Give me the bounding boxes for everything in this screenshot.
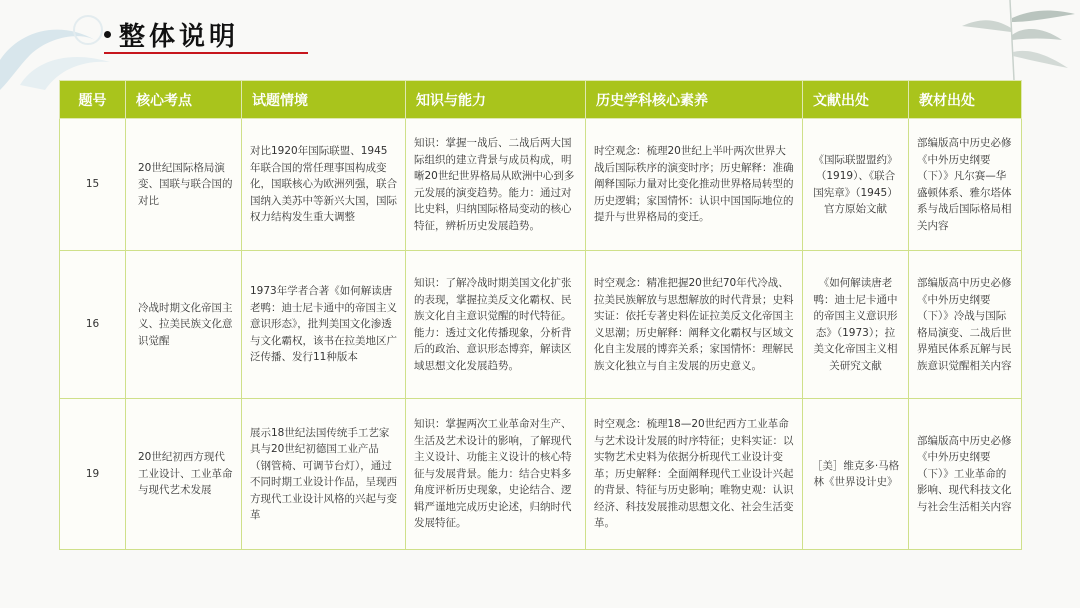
cell-context: 对比1920年国际联盟、1945年联合国的常任理事国构成变化，国联核心为欧洲列强，联合国纳入美苏中等新兴大国，国际权力结构发生重大调整 (242, 119, 406, 251)
cell-core-point: 20世纪初西方现代工业设计、工业革命与现代艺术发展 (126, 399, 242, 550)
table-header-row (60, 81, 1022, 119)
cell-question-no: 15 (60, 119, 126, 251)
cell-literacy: 时空观念：梳理18—20世纪西方工业革命与艺术设计发展的时序特征；史料实证：以实物艺术史料为依据分析现代工业设计变革；历史解释：全面阐释现代工业设计兴起的背景、特征与历史影响；唯物史观：认识经济、科技发展推动思想文化、社会生活变革。 (586, 399, 803, 550)
header-textbook: 教材出处 (909, 81, 1022, 119)
header-knowledge: 知识与能力 (406, 81, 586, 119)
header-core-point: 核心考点 (126, 81, 242, 119)
cell-knowledge: 知识：掌握一战后、二战后两大国际组织的建立背景与成员构成，明晰20世纪世界格局从欧洲中心到多元发展的演变趋势。能力：通过对比史料，归纳国际格局变动的核心特征，辨析历史发展趋势。 (406, 119, 586, 251)
cell-core-point: 20世纪国际格局演变、国联与联合国的对比 (126, 119, 242, 251)
cell-context: 1973年学者合著《如何解读唐老鸭：迪士尼卡通中的帝国主义意识形态》，批判美国文化渗透与文化霸权，该书在拉美地区广泛传播、发行11种版本 (242, 251, 406, 399)
table-row (60, 399, 1022, 550)
page-title: 整体说明 (119, 21, 240, 52)
cell-knowledge: 知识：了解冷战时期美国文化扩张的表现，掌握拉美反文化霸权、民族文化自主意识觉醒的时代特征。能力：透过文化传播现象，分析背后的政治、意识形态博弈，解读区域思想文化发展趋势。 (406, 251, 586, 399)
cell-question-no: 19 (60, 399, 126, 550)
header-context: 试题情境 (242, 81, 406, 119)
title-block (104, 14, 239, 54)
header-literacy: 历史学科核心素养 (586, 81, 803, 119)
overview-table (59, 80, 1022, 550)
header-question-no: 题号 (60, 81, 126, 119)
cell-literature: 《如何解读唐老鸭：迪士尼卡通中的帝国主义意识形态》（1973）；拉美文化帝国主义相关研究文献 (803, 251, 909, 399)
cell-textbook: 部编版高中历史必修《中外历史纲要（下）》冷战与国际格局演变、二战后世界殖民体系瓦解与民族意识觉醒相关内容 (909, 251, 1022, 399)
bamboo-leaves-decoration (950, 0, 1080, 80)
title-underline (104, 52, 308, 54)
table-row (60, 251, 1022, 399)
cell-context: 展示18世纪法国传统手工艺家具与20世纪初德国工业产品（钢管椅、可调节台灯），通过不同时期工业设计作品，呈现西方现代工业设计风格的兴起与变革 (242, 399, 406, 550)
cell-knowledge: 知识：掌握两次工业革命对生产、生活及艺术设计的影响，了解现代主义设计、功能主义设计的核心特征与发展背景。能力：结合史料多角度评析历史现象，史论结合、逻辑严谨地完成历史论述，归纳时代发展特征。 (406, 399, 586, 550)
header-literature: 文献出处 (803, 81, 909, 119)
cell-literacy: 时空观念：精准把握20世纪70年代冷战、拉美民族解放与思想解放的时代背景；史料实证：依托专著史料佐证拉美反文化帝国主义思潮；历史解释：阐释文化霸权与区域文化自主发展的博弈关系；家国情怀：理解民族文化独立与自主发展的历史意义。 (586, 251, 803, 399)
cell-textbook: 部编版高中历史必修《中外历史纲要（下）》凡尔赛—华盛顿体系、雅尔塔体系与战后国际格局相关内容 (909, 119, 1022, 251)
cell-textbook: 部编版高中历史必修《中外历史纲要（下）》工业革命的影响、现代科技文化与社会生活相关内容 (909, 399, 1022, 550)
cell-core-point: 冷战时期文化帝国主义、拉美民族文化意识觉醒 (126, 251, 242, 399)
cell-literature: ［美］维克多·马格林《世界设计史》 (803, 399, 909, 550)
cell-question-no: 16 (60, 251, 126, 399)
cell-literacy: 时空观念：梳理20世纪上半叶两次世界大战后国际秩序的演变时序；历史解释：准确阐释国际力量对比变化推动世界格局转型的历史逻辑；家国情怀：认识中国国际地位的提升与世界格局的变迁。 (586, 119, 803, 251)
table-row (60, 119, 1022, 251)
title-bullet-icon (104, 31, 111, 38)
cell-literature: 《国际联盟盟约》（1919）、《联合国宪章》（1945）官方原始文献 (803, 119, 909, 251)
